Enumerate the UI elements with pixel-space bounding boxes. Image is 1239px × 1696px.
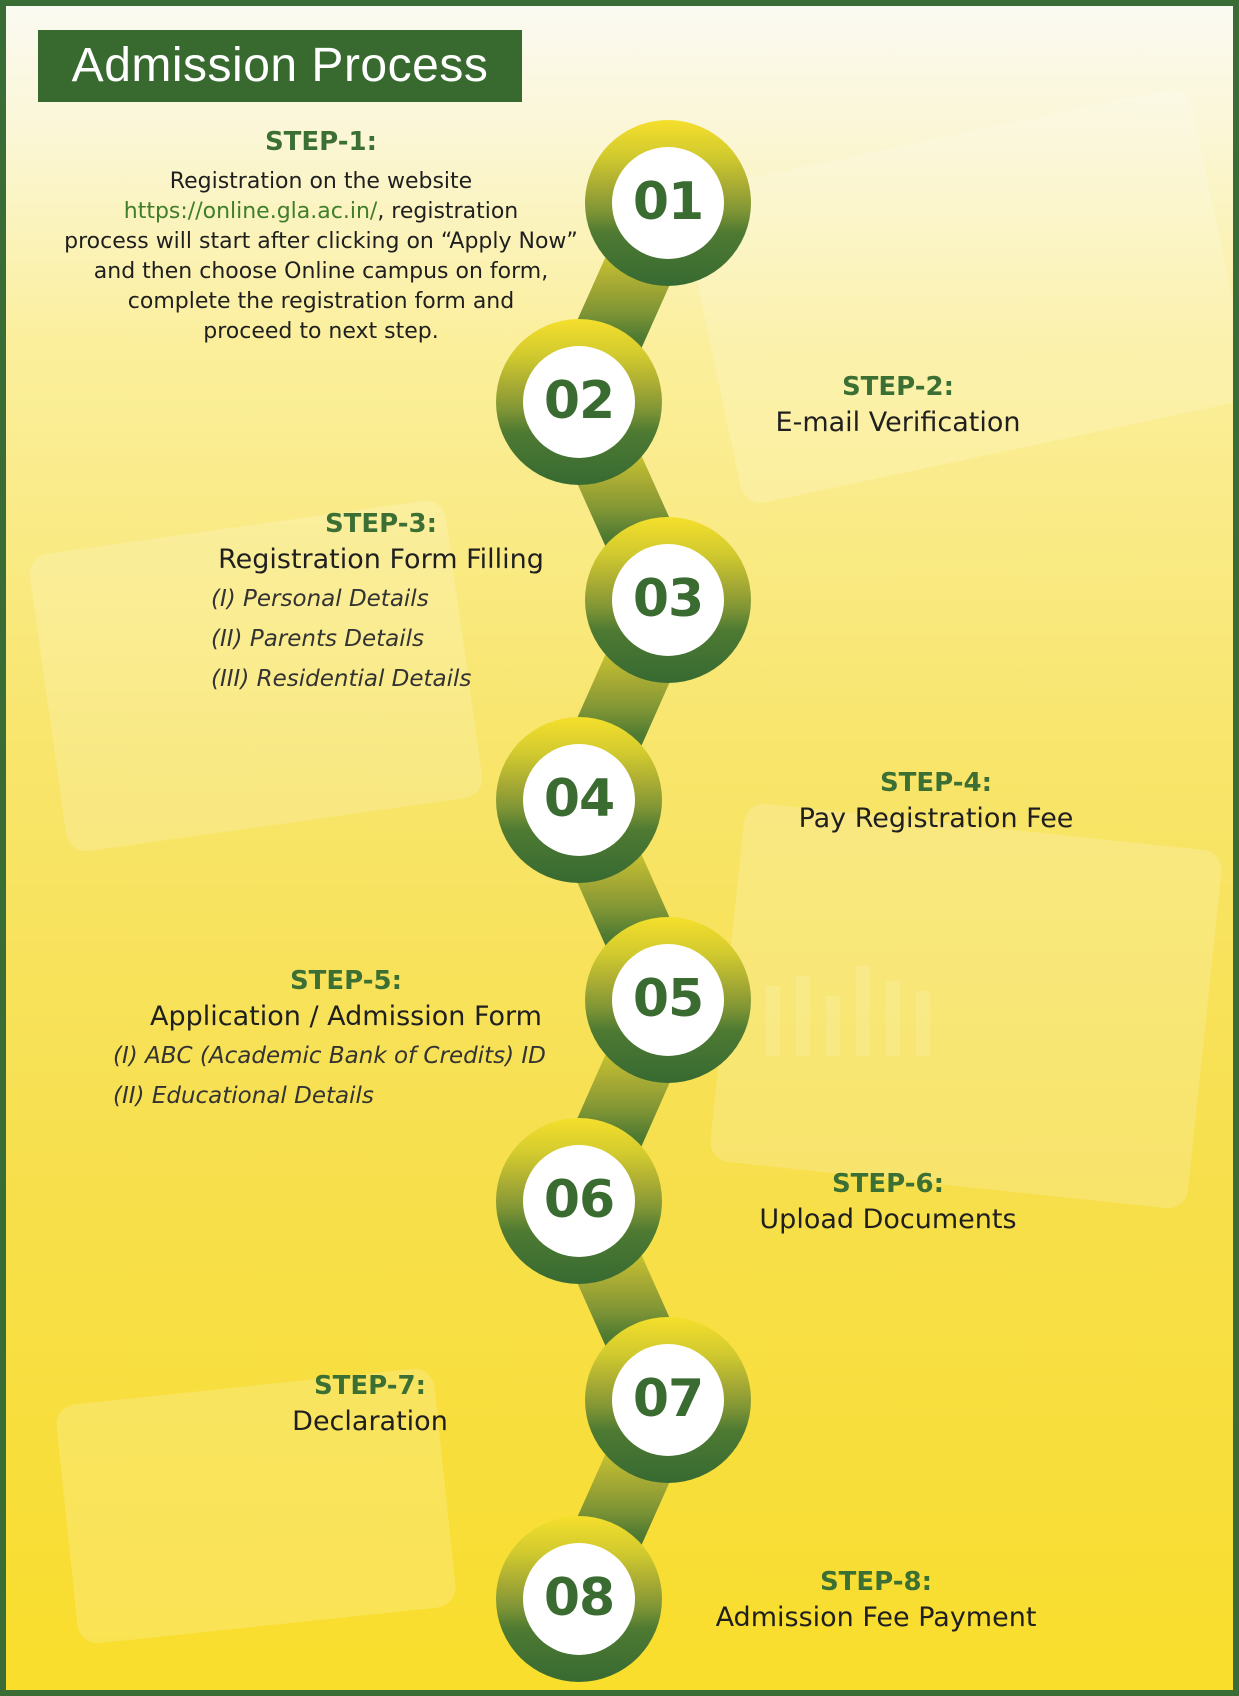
step-5-items [101, 1036, 591, 1116]
step-6-label: STEP-6: [831, 1169, 945, 1199]
step-3-item-3: (III) Residential Details [211, 666, 472, 692]
step-1-block [46, 125, 596, 347]
step-number-6: 06 [543, 1170, 615, 1230]
step-3-item-2: (II) Parents Details [211, 626, 425, 652]
step-1-line-5: complete the registration form and [127, 289, 515, 314]
step-3-block [211, 507, 551, 699]
website-link[interactable]: https://online.gla.ac.in/ [123, 199, 378, 224]
step-number-4: 04 [543, 769, 615, 829]
step-1-line-2-rest: , registration [377, 199, 519, 224]
page-title: Admission Process [38, 30, 522, 102]
step-1-line-1: Registration on the website [169, 169, 473, 194]
step-7-title: Declaration [292, 1406, 448, 1437]
step-2-title: E-mail Verification [775, 407, 1021, 438]
step-1-line-2 [46, 197, 596, 227]
step-2-label: STEP-2: [841, 372, 955, 402]
step-1-line-6: proceed to next step. [203, 319, 439, 344]
step-1-description [46, 167, 596, 347]
step-7-block [250, 1369, 490, 1441]
step-number-7: 07 [632, 1369, 704, 1429]
step-6-block [738, 1167, 1038, 1239]
step-5-block [101, 964, 591, 1116]
step-5-item-1: (I) ABC (Academic Bank of Credits) ID [113, 1043, 546, 1069]
step-8-title: Admission Fee Payment [715, 1602, 1037, 1633]
step-number-5: 05 [632, 969, 704, 1029]
step-number-8: 08 [543, 1568, 615, 1628]
step-3-title: Registration Form Filling [218, 544, 544, 575]
step-number-3: 03 [632, 569, 704, 629]
step-4-label: STEP-4: [879, 768, 993, 798]
step-5-title: Application / Admission Form [150, 1001, 542, 1032]
step-3-item-1: (I) Personal Details [211, 586, 429, 612]
step-2-block [728, 370, 1068, 442]
step-8-label: STEP-8: [819, 1567, 933, 1597]
step-5-label: STEP-5: [289, 966, 403, 996]
step-3-items [211, 579, 551, 699]
step-4-block [776, 766, 1096, 838]
step-3-label: STEP-3: [324, 509, 438, 539]
step-1-line-4: and then choose Online campus on form, [93, 259, 549, 284]
step-6-title: Upload Documents [759, 1204, 1017, 1235]
step-4-title: Pay Registration Fee [798, 803, 1074, 834]
step-5-item-2: (II) Educational Details [113, 1083, 374, 1109]
step-number-1: 01 [632, 172, 704, 232]
step-number-2: 02 [543, 371, 615, 431]
step-1-label: STEP-1: [264, 127, 378, 157]
step-1-line-3: process will start after clicking on “Apply Now” [64, 229, 578, 254]
step-8-block [696, 1565, 1056, 1637]
step-7-label: STEP-7: [313, 1371, 427, 1401]
